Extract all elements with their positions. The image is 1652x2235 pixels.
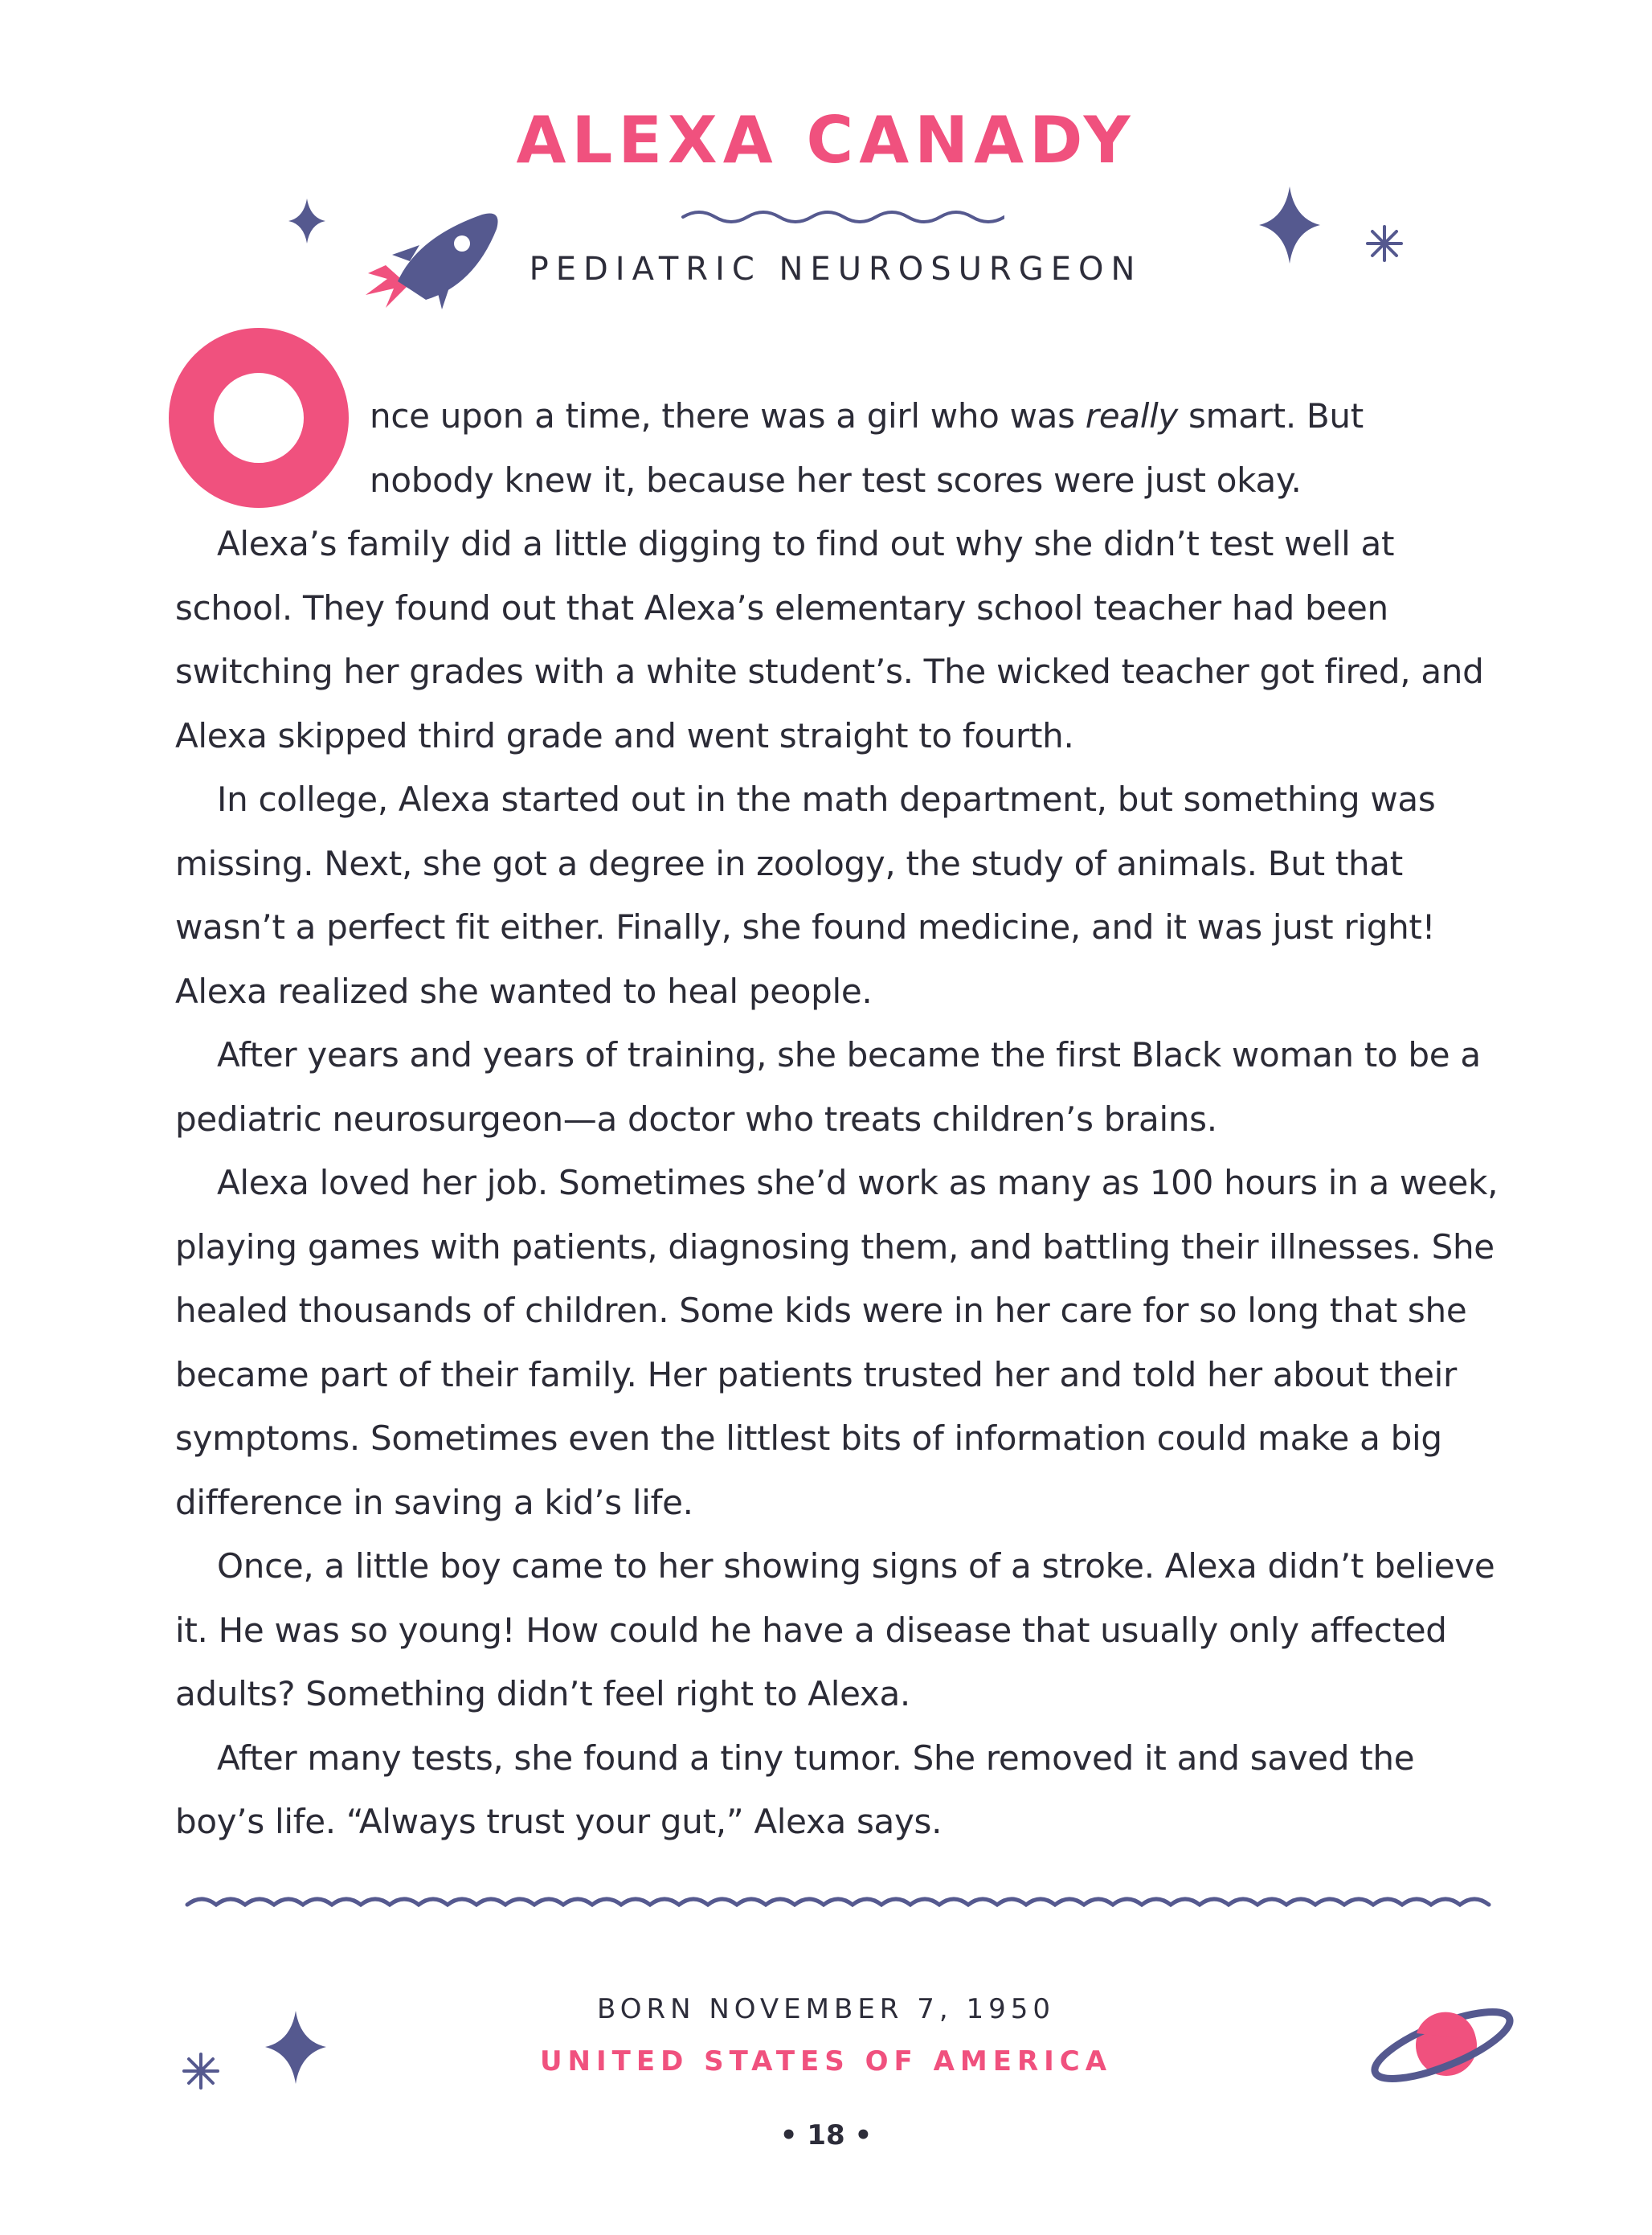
title-wavy-divider xyxy=(679,205,1004,229)
page-title: ALEXA CANADY xyxy=(516,103,1136,178)
planet-icon xyxy=(1366,2001,1515,2090)
born-date: BORN NOVEMBER 7, 1950 xyxy=(596,1993,1056,2025)
story-paragraph: After many tests, she found a tiny tumor. She removed it and saved the boy’s life. “Always trust your gut,” Alexa says. xyxy=(175,1738,1415,1841)
birth-country: UNITED STATES OF AMERICA xyxy=(539,2045,1113,2077)
footer-wavy-divider xyxy=(183,1889,1509,1921)
first-line-2: nobody knew it, because her test scores were just okay. xyxy=(370,460,1302,500)
story-body xyxy=(175,384,1509,1854)
asterisk-star-icon xyxy=(1364,223,1405,264)
emphasis-really: really xyxy=(1085,396,1178,436)
story-paragraph: Alexa loved her job. Sometimes she’d work as many as 100 hours in a week, playing games with patients, diagnosing them, and battling their illnesses. She healed thousands of children. Some kids were in her care for so long that she became part of their family. Her patients trusted her and told her about their symptoms. Sometimes even the littlest bits of information could make a big difference in saving a kid’s life. xyxy=(175,1163,1499,1522)
story-paragraph: Once, a little boy came to her showing signs of a stroke. Alexa didn’t believe it. He was so young! How could he have a disease that usually only affected adults? Something didn’t feel right to Alexa. xyxy=(175,1546,1495,1713)
story-paragraph-1 xyxy=(175,384,1509,512)
story-paragraph: In college, Alexa started out in the math department, but something was missing. Next, she got a degree in zoology, the study of animals. But that wasn’t a perfect fit either. Finally, she found medicine, and it was just right! Alexa realized she wanted to heal people. xyxy=(175,780,1436,1011)
page-subtitle: PEDIATRIC NEUROSURGEON xyxy=(529,251,1143,288)
rocket-icon xyxy=(362,205,502,313)
sparkle-star-icon xyxy=(287,197,327,245)
page-number: • 18 • xyxy=(779,2119,873,2151)
first-line-end: smart. But xyxy=(1178,396,1364,436)
story-paragraph: Alexa’s family did a little digging to find out why she didn’t test well at school. They found out that Alexa’s elementary school teacher had been switching her grades with a white student’s. The wicked teacher got fired, and Alexa skipped third grade and went straight to fourth. xyxy=(175,524,1484,755)
story-paragraph: After years and years of training, she became the first Black woman to be a pediatric neurosurgeon—a doctor who treats children’s brains. xyxy=(175,1035,1481,1139)
first-line-start: nce upon a time, there was a girl who was xyxy=(370,396,1086,436)
sparkle-star-icon xyxy=(1257,185,1322,265)
